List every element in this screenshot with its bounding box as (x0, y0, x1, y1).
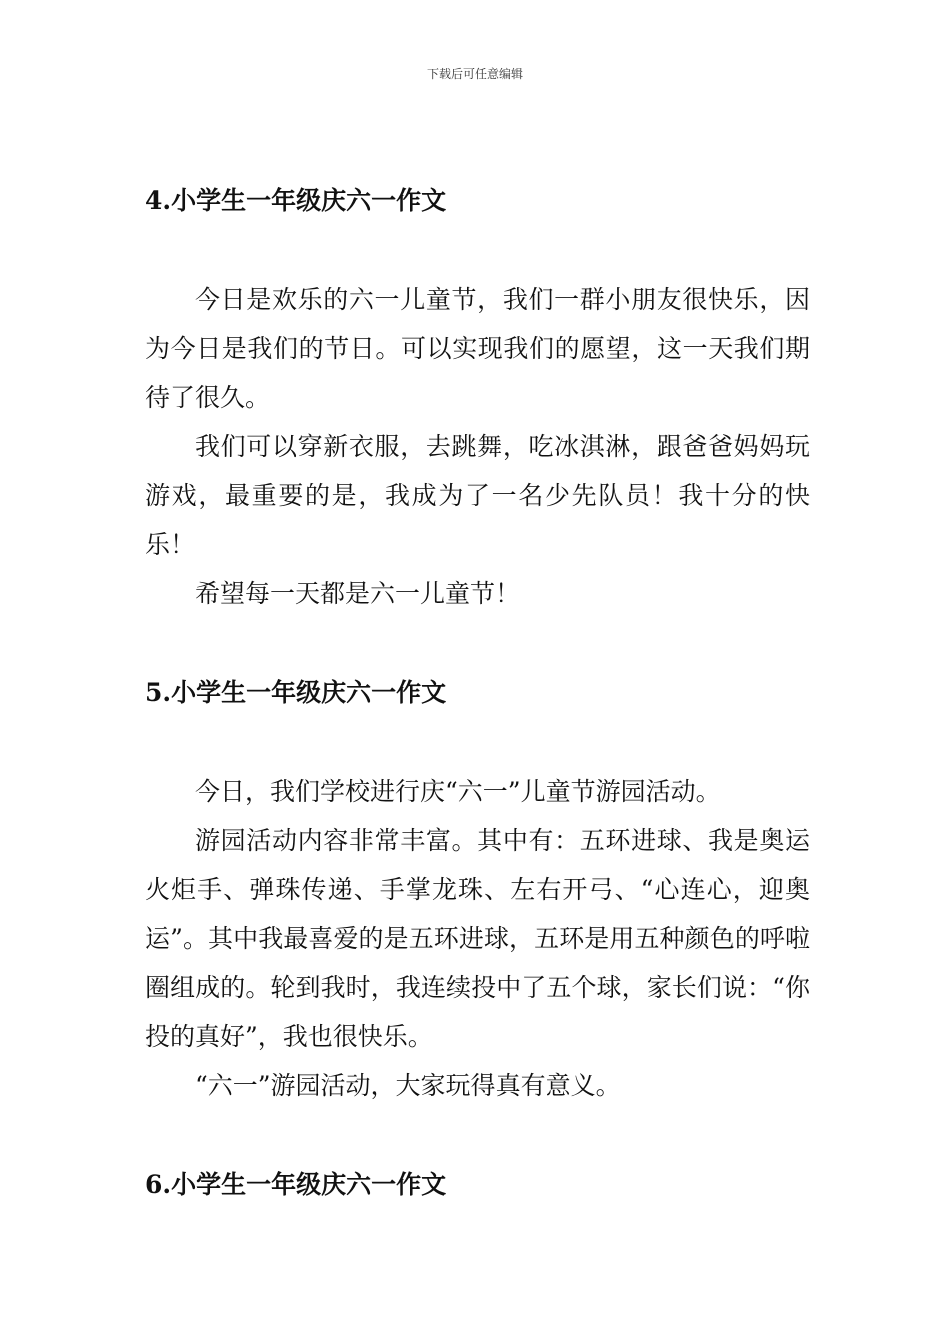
paragraph: 希望每一天都是六一儿童节！ (195, 579, 521, 608)
essay-section-4 (145, 176, 810, 618)
paragraph: 我们可以穿新衣服，去跳舞，吃冰淇淋，跟爸爸妈妈玩游戏，最重要的是，我成为了一名少先队员！我十分的快乐！ (145, 432, 810, 559)
page-header-note: 下载后可任意编辑 (426, 67, 523, 81)
document-body (145, 176, 810, 1209)
paragraph: 今日是欢乐的六一儿童节，我们一群小朋友很快乐，因为今日是我们的节日。可以实现我们的愿望，这一天我们期待了很久。 (145, 285, 810, 412)
section-title: 4.小学生一年级庆六一作文 (145, 186, 447, 215)
essay-section-5 (145, 668, 810, 1110)
paragraph: “六一”游园活动，大家玩得真有意义。 (195, 1071, 621, 1100)
essay-section-6 (145, 1160, 810, 1209)
section-title: 5.小学生一年级庆六一作文 (145, 678, 447, 707)
paragraph: 今日，我们学校进行庆“六一”儿童节游园活动。 (195, 777, 721, 806)
paragraph: 游园活动内容非常丰富。其中有：五环进球、我是奥运火炬手、弹珠传递、手掌龙珠、左右开弓、“心连心，迎奥运”。其中我最喜爱的是五环进球，五环是用五种颜色的呼啦圈组成的。轮到我时，我连续投中了五个球，家长们说：“你投的真好”，我也很快乐。 (145, 826, 810, 1051)
section-title: 6.小学生一年级庆六一作文 (145, 1170, 447, 1199)
